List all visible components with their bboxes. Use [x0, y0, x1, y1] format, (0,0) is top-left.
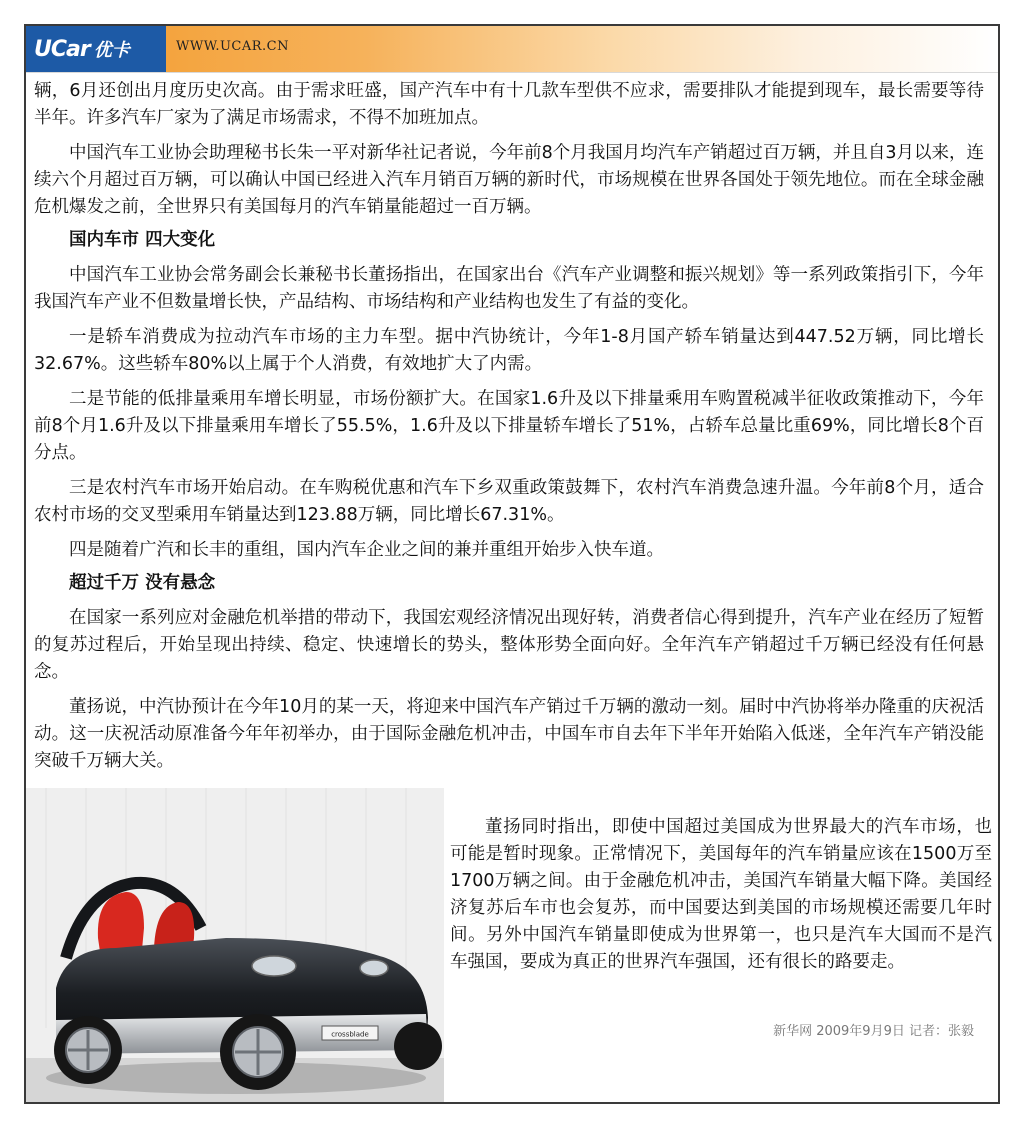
ucar-logo[interactable] — [26, 26, 166, 72]
logo-latin: UCar — [34, 36, 90, 62]
paragraph: 辆，6月还创出月度历史次高。由于需求旺盛，国产汽车中有十几款车型供不应求，需要排队才能提到现车，最长需要等待半年。许多汽车厂家为了满足市场需求，不得不加班加点。 — [34, 81, 984, 128]
header-banner — [26, 26, 998, 73]
paragraph: 一是轿车消费成为拉动汽车市场的主力车型。据中汽协统计，今年1-8月国产轿车销量达到447.52万辆，同比增长32.67%。这些轿车80%以上属于个人消费，有效地扩大了内需。 — [34, 327, 984, 374]
article-body — [34, 78, 984, 775]
paragraph: 在国家一系列应对金融危机举措的带动下，我国宏观经济情况出现好转，消费者信心得到提升，汽车产业在经历了短暂的复苏过程后，开始呈现出持续、稳定、快速增长的势头，整体形势全面向好。全年汽车产销超过千万辆已经没有任何悬念。 — [34, 608, 984, 682]
site-url[interactable]: WWW.UCAR.CN — [176, 39, 289, 54]
paragraph: 董扬同时指出，即使中国超过美国成为世界最大的汽车市场，也可能是暂时现象。正常情况下，美国每年的汽车销量应该在1500万至1700万辆之间。由于金融危机冲击，美国汽车销量大幅下降。美国经济复苏后车市也会复苏，而中国要达到美国的市场规模还需要几年时间。另外中国汽车销量即使成为世界第一，也只是汽车大国而不是汽车强国，要成为真正的世界汽车强国，还有很长的路要走。 — [450, 817, 992, 972]
paragraph: 四是随着广汽和长丰的重组，国内汽车企业之间的兼并重组开始步入快车道。 — [69, 540, 664, 560]
paragraph: 三是农村汽车市场开始启动。在车购税优惠和汽车下乡双重政策鼓舞下，农村汽车消费急速升温。今年前8个月，适合农村市场的交叉型乘用车销量达到123.88万辆，同比增长67.31%。 — [34, 478, 984, 525]
license-plate: crossblade — [331, 1030, 369, 1039]
section-heading: 超过千万 没有悬念 — [69, 573, 216, 593]
paragraph: 董扬说，中汽协预计在今年10月的某一天，将迎来中国汽车产销过千万辆的激动一刻。届时中汽协将举办隆重的庆祝活动。这一庆祝活动原准备今年年初举办，由于国际金融危机冲击，中国车市自去年下半年开始陷入低迷，全年汽车产销没能突破千万辆大关。 — [34, 697, 984, 771]
byline: 新华网 2009年9月9日 记者：张毅 — [773, 1024, 974, 1039]
logo-cn: 优卡 — [93, 40, 130, 61]
page-frame — [24, 24, 1000, 1104]
paragraph: 中国汽车工业协会助理秘书长朱一平对新华社记者说，今年前8个月我国月均汽车产销超过百万辆，并且自3月以来，连续六个月超过百万辆，可以确认中国已经进入汽车月销百万辆的新时代，市场规模在世界各国处于领先地位。而在全球金融危机爆发之前，全世界只有美国每月的汽车销量能超过一百万辆。 — [34, 143, 984, 217]
section-heading: 国内车市 四大变化 — [69, 230, 216, 250]
car-illustration — [26, 788, 444, 1104]
side-column — [450, 814, 992, 976]
car-photo — [26, 788, 444, 1104]
paragraph: 中国汽车工业协会常务副会长兼秘书长董扬指出，在国家出台《汽车产业调整和振兴规划》等一系列政策指引下，今年我国汽车产业不但数量增长快，产品结构、市场结构和产业结构也发生了有益的变化。 — [34, 265, 984, 312]
paragraph: 二是节能的低排量乘用车增长明显，市场份额扩大。在国家1.6升及以下排量乘用车购置税减半征收政策推动下，今年前8个月1.6升及以下排量乘用车增长了55.5%，1.6升及以下排量轿车增长了51%，占轿车总量比重69%，同比增长8个百分点。 — [34, 389, 984, 463]
